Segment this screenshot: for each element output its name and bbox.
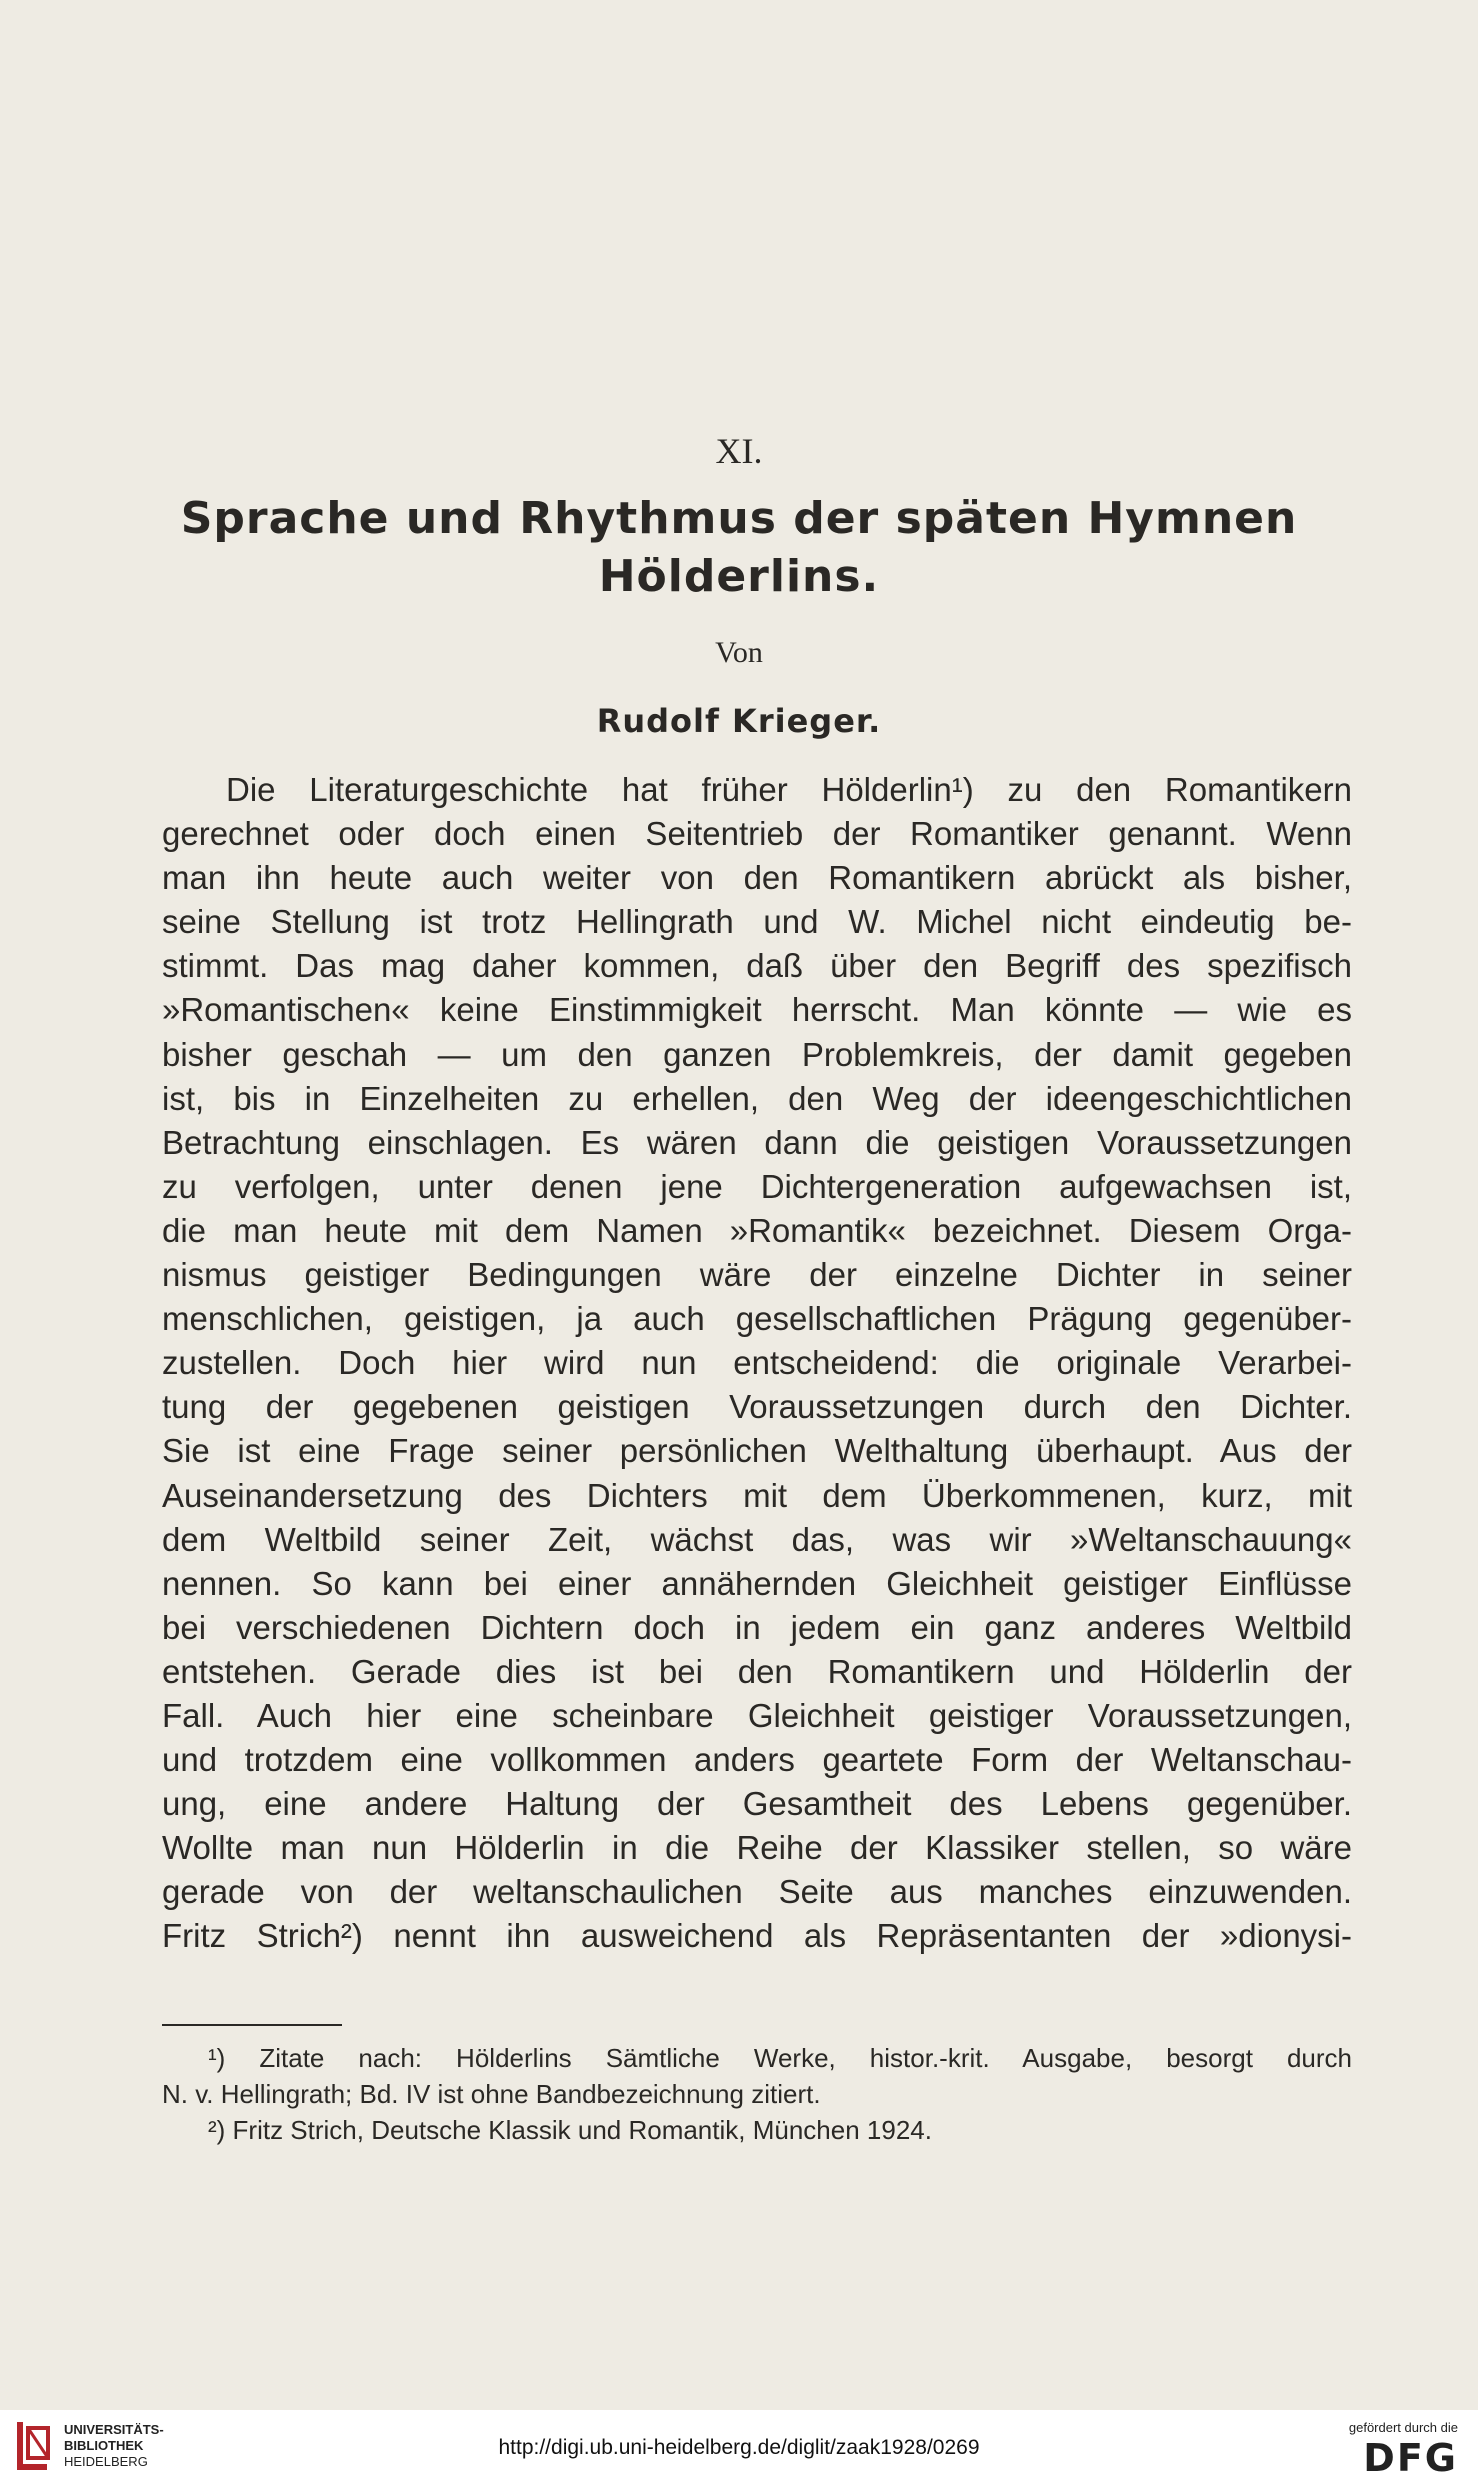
- text-line: Die Literaturgeschichte hat früher Hölderlin¹) zu den Romantikern: [226, 771, 1352, 808]
- text-line: zu verfolgen, unter denen jene Dichtergeneration aufgewachsen ist,: [162, 1167, 1352, 1205]
- title-line-1: Sprache und Rhythmus der späten Hymnen: [180, 493, 1298, 544]
- text-line: Auseinandersetzung des Dichters mit dem Überkommenen, kurz, mit: [162, 1476, 1352, 1514]
- text-line: »Romantischen« keine Einstimmigkeit herrscht. Man könnte — wie es: [162, 991, 1352, 1029]
- dfg-logo: DFG: [1363, 2436, 1458, 2480]
- text-line: bisher geschah — um den ganzen Problemkreis, der damit gegeben: [162, 1035, 1352, 1073]
- footnotes: [162, 2040, 1352, 2148]
- text-line: gerechnet oder doch einen Seitentrieb der Romantiker genannt. Wenn: [162, 815, 1352, 853]
- viewer-footer: [0, 2410, 1478, 2483]
- author-name: Rudolf Krieger.: [596, 702, 882, 740]
- library-name-line-3: HEIDELBERG: [64, 2454, 148, 2469]
- library-name-line-2: BIBLIOTHEK: [64, 2438, 144, 2453]
- library-name-line-1: UNIVERSITÄTS-: [64, 2422, 164, 2437]
- text-line: die man heute mit dem Namen »Romantik« bezeichnet. Diesem Orga-: [162, 1211, 1352, 1249]
- footnote-2: ²) Fritz Strich, Deutsche Klassik und Romantik, München 1924.: [208, 2115, 932, 2145]
- text-line: Fritz Strich²) nennt ihn ausweichend als Repräsentanten der »dionysi-: [162, 1917, 1352, 1955]
- byline-prefix: Von: [715, 636, 763, 669]
- text-line: stimmt. Das mag daher kommen, daß über den Begriff des spezifisch: [162, 947, 1352, 985]
- footnote-1-line-1: ¹) Zitate nach: Hölderlins Sämtliche Werke, histor.-krit. Ausgabe, besorgt durch: [208, 2043, 1352, 2073]
- text-line: tung der gegebenen geistigen Voraussetzungen durch den Dichter.: [162, 1388, 1352, 1426]
- text-line: und trotzdem eine vollkommen anders geartete Form der Weltanschau-: [162, 1741, 1352, 1779]
- text-line: seine Stellung ist trotz Hellingrath und W. Michel nicht eindeutig be-: [162, 903, 1352, 941]
- body-paragraph: [162, 768, 1352, 1959]
- text-line: Wollte man nun Hölderlin in die Reihe der Klassiker stellen, so wäre: [162, 1829, 1352, 1867]
- bleed-through-shadow: [150, 155, 1350, 185]
- title-line-2: Hölderlins.: [598, 551, 880, 602]
- text-line: Betrachtung einschlagen. Es wären dann die geistigen Voraussetzungen: [162, 1123, 1352, 1161]
- article-title: [0, 490, 1478, 606]
- footnote-divider: [162, 2024, 342, 2026]
- document-url[interactable]: http://digi.ub.uni-heidelberg.de/diglit/zaak1928/0269: [498, 2436, 980, 2459]
- text-line: nismus geistiger Bedingungen wäre der einzelne Dichter in seiner: [162, 1256, 1352, 1294]
- text-line: man ihn heute auch weiter von den Romantikern abrückt als bisher,: [162, 859, 1352, 897]
- text-line: gerade von der weltanschaulichen Seite aus manches einzuwenden.: [162, 1873, 1352, 1911]
- text-line: Sie ist eine Frage seiner persönlichen Welthaltung überhaupt. Aus der: [162, 1432, 1352, 1470]
- text-line: menschlichen, geistigen, ja auch gesellschaftlichen Prägung gegenüber-: [162, 1300, 1352, 1338]
- text-line: entstehen. Gerade dies ist bei den Romantikern und Hölderlin der: [162, 1652, 1352, 1690]
- text-line: ist, bis in Einzelheiten zu erhellen, den Weg der ideengeschichtlichen: [162, 1079, 1352, 1117]
- funding-caption: gefördert durch die: [1348, 2420, 1458, 2435]
- text-line: dem Weltbild seiner Zeit, wächst das, was wir »Weltanschauung«: [162, 1520, 1352, 1558]
- text-line: ung, eine andere Haltung der Gesamtheit des Lebens gegenüber.: [162, 1785, 1352, 1823]
- footnote-1-line-2: N. v. Hellingrath; Bd. IV ist ohne Bandbezeichnung zitiert.: [162, 2079, 821, 2109]
- chapter-number: XI.: [715, 431, 763, 471]
- text-line: Fall. Auch hier eine scheinbare Gleichheit geistiger Voraussetzungen,: [162, 1696, 1352, 1734]
- text-line: bei verschiedenen Dichtern doch in jedem ein ganz anderes Weltbild: [162, 1608, 1352, 1646]
- text-line: zustellen. Doch hier wird nun entscheidend: die originale Verarbei-: [162, 1344, 1352, 1382]
- text-line: nennen. So kann bei einer annähernden Gleichheit geistiger Einflüsse: [162, 1564, 1352, 1602]
